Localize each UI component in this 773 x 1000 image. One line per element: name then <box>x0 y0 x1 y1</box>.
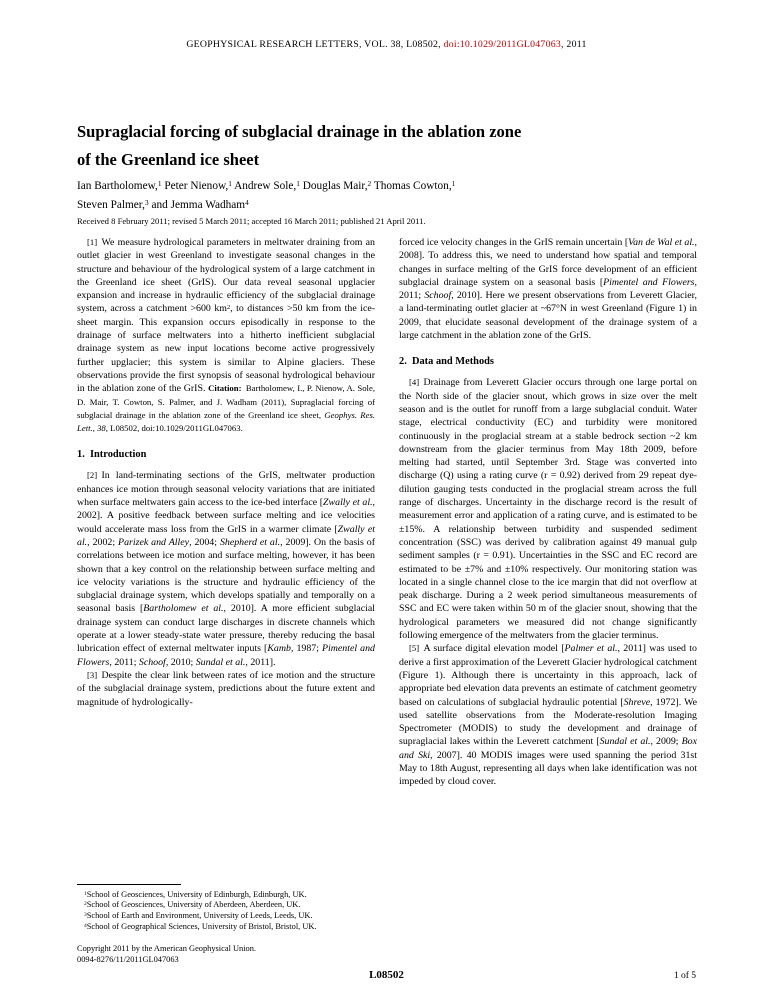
copyright-line-1: Copyright 2011 by the American Geophysical Union. <box>77 944 257 954</box>
copyright-line-2: 0094-8276/11/2011GL047063 <box>77 955 179 965</box>
footnote-1: $^1$School of Geosciences, University of Edinburgh, Edinburgh, UK. <box>84 889 307 899</box>
footnote-2: $^2$School of Geosciences, University of Aberdeen, Aberdeen, UK. <box>84 900 301 910</box>
journal-header-prefix: GEOPHYSICAL RESEARCH LETTERS, VOL. 38, L08502, <box>186 39 444 50</box>
journal-header <box>0 39 773 50</box>
footnote-3: $^3$School of Earth and Environment, University of Leeds, Leeds, UK. <box>84 911 313 921</box>
doi-link[interactable]: doi:10.1029/2011GL047063 <box>443 39 562 50</box>
paragraph-4: [4] Drainage from Leverett Glacier occurs through one large portal on the North side of the glacier snout, which grows in size over the melt season and is the outlet for runoff from a large subglacial conduit. Water stage, electrical conductivity (EC) and turbidity were monitored continuously in the proglacial stream at a stable bedrock section ~2 km downstream from the glacier terminus from May 18th 2009, before melting had started, until September 3rd. Stage was converted into discharge (Q) using a rating curve (r = 0.92) derived from 29 repeat dye-dilution gauging tests conducted in the proglacial stream across the full range of discharges. Uncertainty in the discharge record is the result of measurement error and application of a rating curve, and is estimated to be ±15%. A relationship between turbidity and suspended sediment concentration (SSC) was derived by calibration against 49 manual gulp sediment samples (r = 0.91). Uncertainties in the SSC and EC record are estimated to be ±7% and ±10% respectively. Our monitoring station was located in a single channel close to the ice margin that did not overflow at peak discharge. During a 2 week period simultaneous measurements of SSC and EC were taken within 50 m of the glacier snout, showing that the hydrological parameters we measured did not change significantly following emergence of the meltwaters from the glacier terminus. <box>399 377 697 642</box>
footnote-4: $^4$School of Geographical Sciences, University of Bristol, Bristol, UK. <box>84 922 317 932</box>
paragraph-2: [2] In land-terminating sections of the GrIS, meltwater production enhances ice motion through seasonal velocity variations that are initiated when surface meltwaters gain access to the ice-bed interface [Zwally et al., 2002]. A positive feedback between surface melting and ice velocities would accelerate mass loss from the GrIS in a warmer climate [Zwally et al., 2002; Parizek and Alley, 2004; Shepherd et al., 2009]. On the basis of correlations between ice motion and surface melting, however, it has been shown that a key control on the relationship between surface melting and ice velocity variations is the structure and hydraulic efficiency of the subglacial drainage system, which develops spatially and temporally on a seasonal basis [Bartholomew et al., 2010]. A more efficient subglacial drainage system can conduct large discharges in discrete channels which operate at a lower steady-state water pressure, thereby reducing the basal lubrication effect of external meltwater inputs [Kamb, 1987; Pimentel and Flowers, 2011; Schoof, 2010; Sundal et al., 2011]. <box>77 470 376 668</box>
body-columns <box>77 236 697 966</box>
abstract-paragraph: [1] We measure hydrological parameters in meltwater draining from an outlet glacier in west Greenland to investigate seasonal changes in the structure and behaviour of the hydrological system of a large catchment in the Greenland ice sheet (GrIS). Our data reveal seasonal upglacier expansion and increase in hydraulic efficiency of the subglacial drainage system, across a catchment >600 $km^2$, to distances >50 km from the ice-sheet margin. This expansion occurs episodically in response to the drainage of surface meltwaters into a hitherto inefficient subglacial drainage system as new input locations become active progressively further upglacier; this system is similar to Alpine glaciers. These observations provide the first synopsis of seasonal hydrological behaviour in the ablation zone of the GrIS. Citation: Bartholomew, I., P. Nienow, A. Sole, D. Mair, T. Cowton, S. Palmer, and J. Wadham (2011), Supraglacial forcing of subglacial drainage in the ablation zone of the Greenland ice sheet, Geophys. Res. Lett., 38, L08502, doi:10.1029/2011GL047063. <box>77 237 376 434</box>
dates-line: Received 8 February 2011; revised 5 March 2011; accepted 16 March 2011; published 21 April 2011. <box>77 216 426 226</box>
article-title: Supraglacial forcing of subglacial drainage in the ablation zone of the Greenland ice sheet <box>77 122 522 169</box>
section-heading-data-methods: 2. Data and Methods <box>399 356 494 368</box>
footer-article-id: L08502 <box>369 969 404 981</box>
right-column <box>399 236 697 966</box>
authors-line: Ian Bartholomew,$^1$ Peter Nienow,$^1$ Andrew Sole,$^1$ Douglas Mair,$^2$ Thomas Cowton,$^1$ Steven Palmer,$^3$ and Jemma Wadham$^4$ <box>77 179 456 211</box>
paragraph-3-continuation: forced ice velocity changes in the GrIS remain uncertain [Van de Wal et al., 2008]. To address this, we need to understand how spatial and temporal changes in surface melting of the GrIS force development of an efficient subglacial drainage system on a seasonal basis [Pimentel and Flowers, 2011; Schoof, 2010]. Here we present observations from Leverett Glacier, a land-terminating outlet glacier at ~67°N in west Greenland (Figure 1) in 2009, that elucidate seasonal development of the drainage system of a large catchment in the ablation zone of the GrIS. <box>399 237 697 342</box>
footnote-block <box>77 884 375 966</box>
journal-header-suffix: , 2011 <box>561 39 587 50</box>
section-heading-introduction: 1. Introduction <box>77 449 147 461</box>
left-column <box>77 236 375 966</box>
paragraph-3: [3] Despite the clear link between rates of ice motion and the structure of the subglacial drainage system, predictions about the future extent and magnitude of hydrologically- <box>77 669 375 708</box>
footer-page-number: 1 of 5 <box>673 971 696 981</box>
footnote-divider <box>77 884 181 885</box>
paragraph-5: [5] A surface digital elevation model [Palmer et al., 2011] was used to derive a first approximation of the Leverett Glacier hydrological catchment (Figure 1). Although there is uncertainty in this approach, lack of appropriate bed elevation data prevents an estimate of catchment geometry based on calculations of subglacial hydraulic potential [Shreve, 1972]. We used satellite observations from the Moderate-resolution Imaging Spectrometer (MODIS) to study the development and drainage of supraglacial lakes within the Leverett catchment [Sundal et al., 2009; Box and Ski, 2007]. 40 MODIS images were used spanning the period 31st May to 18th August, representing all days when lake identification was not impeded by cloud cover. <box>399 643 697 788</box>
